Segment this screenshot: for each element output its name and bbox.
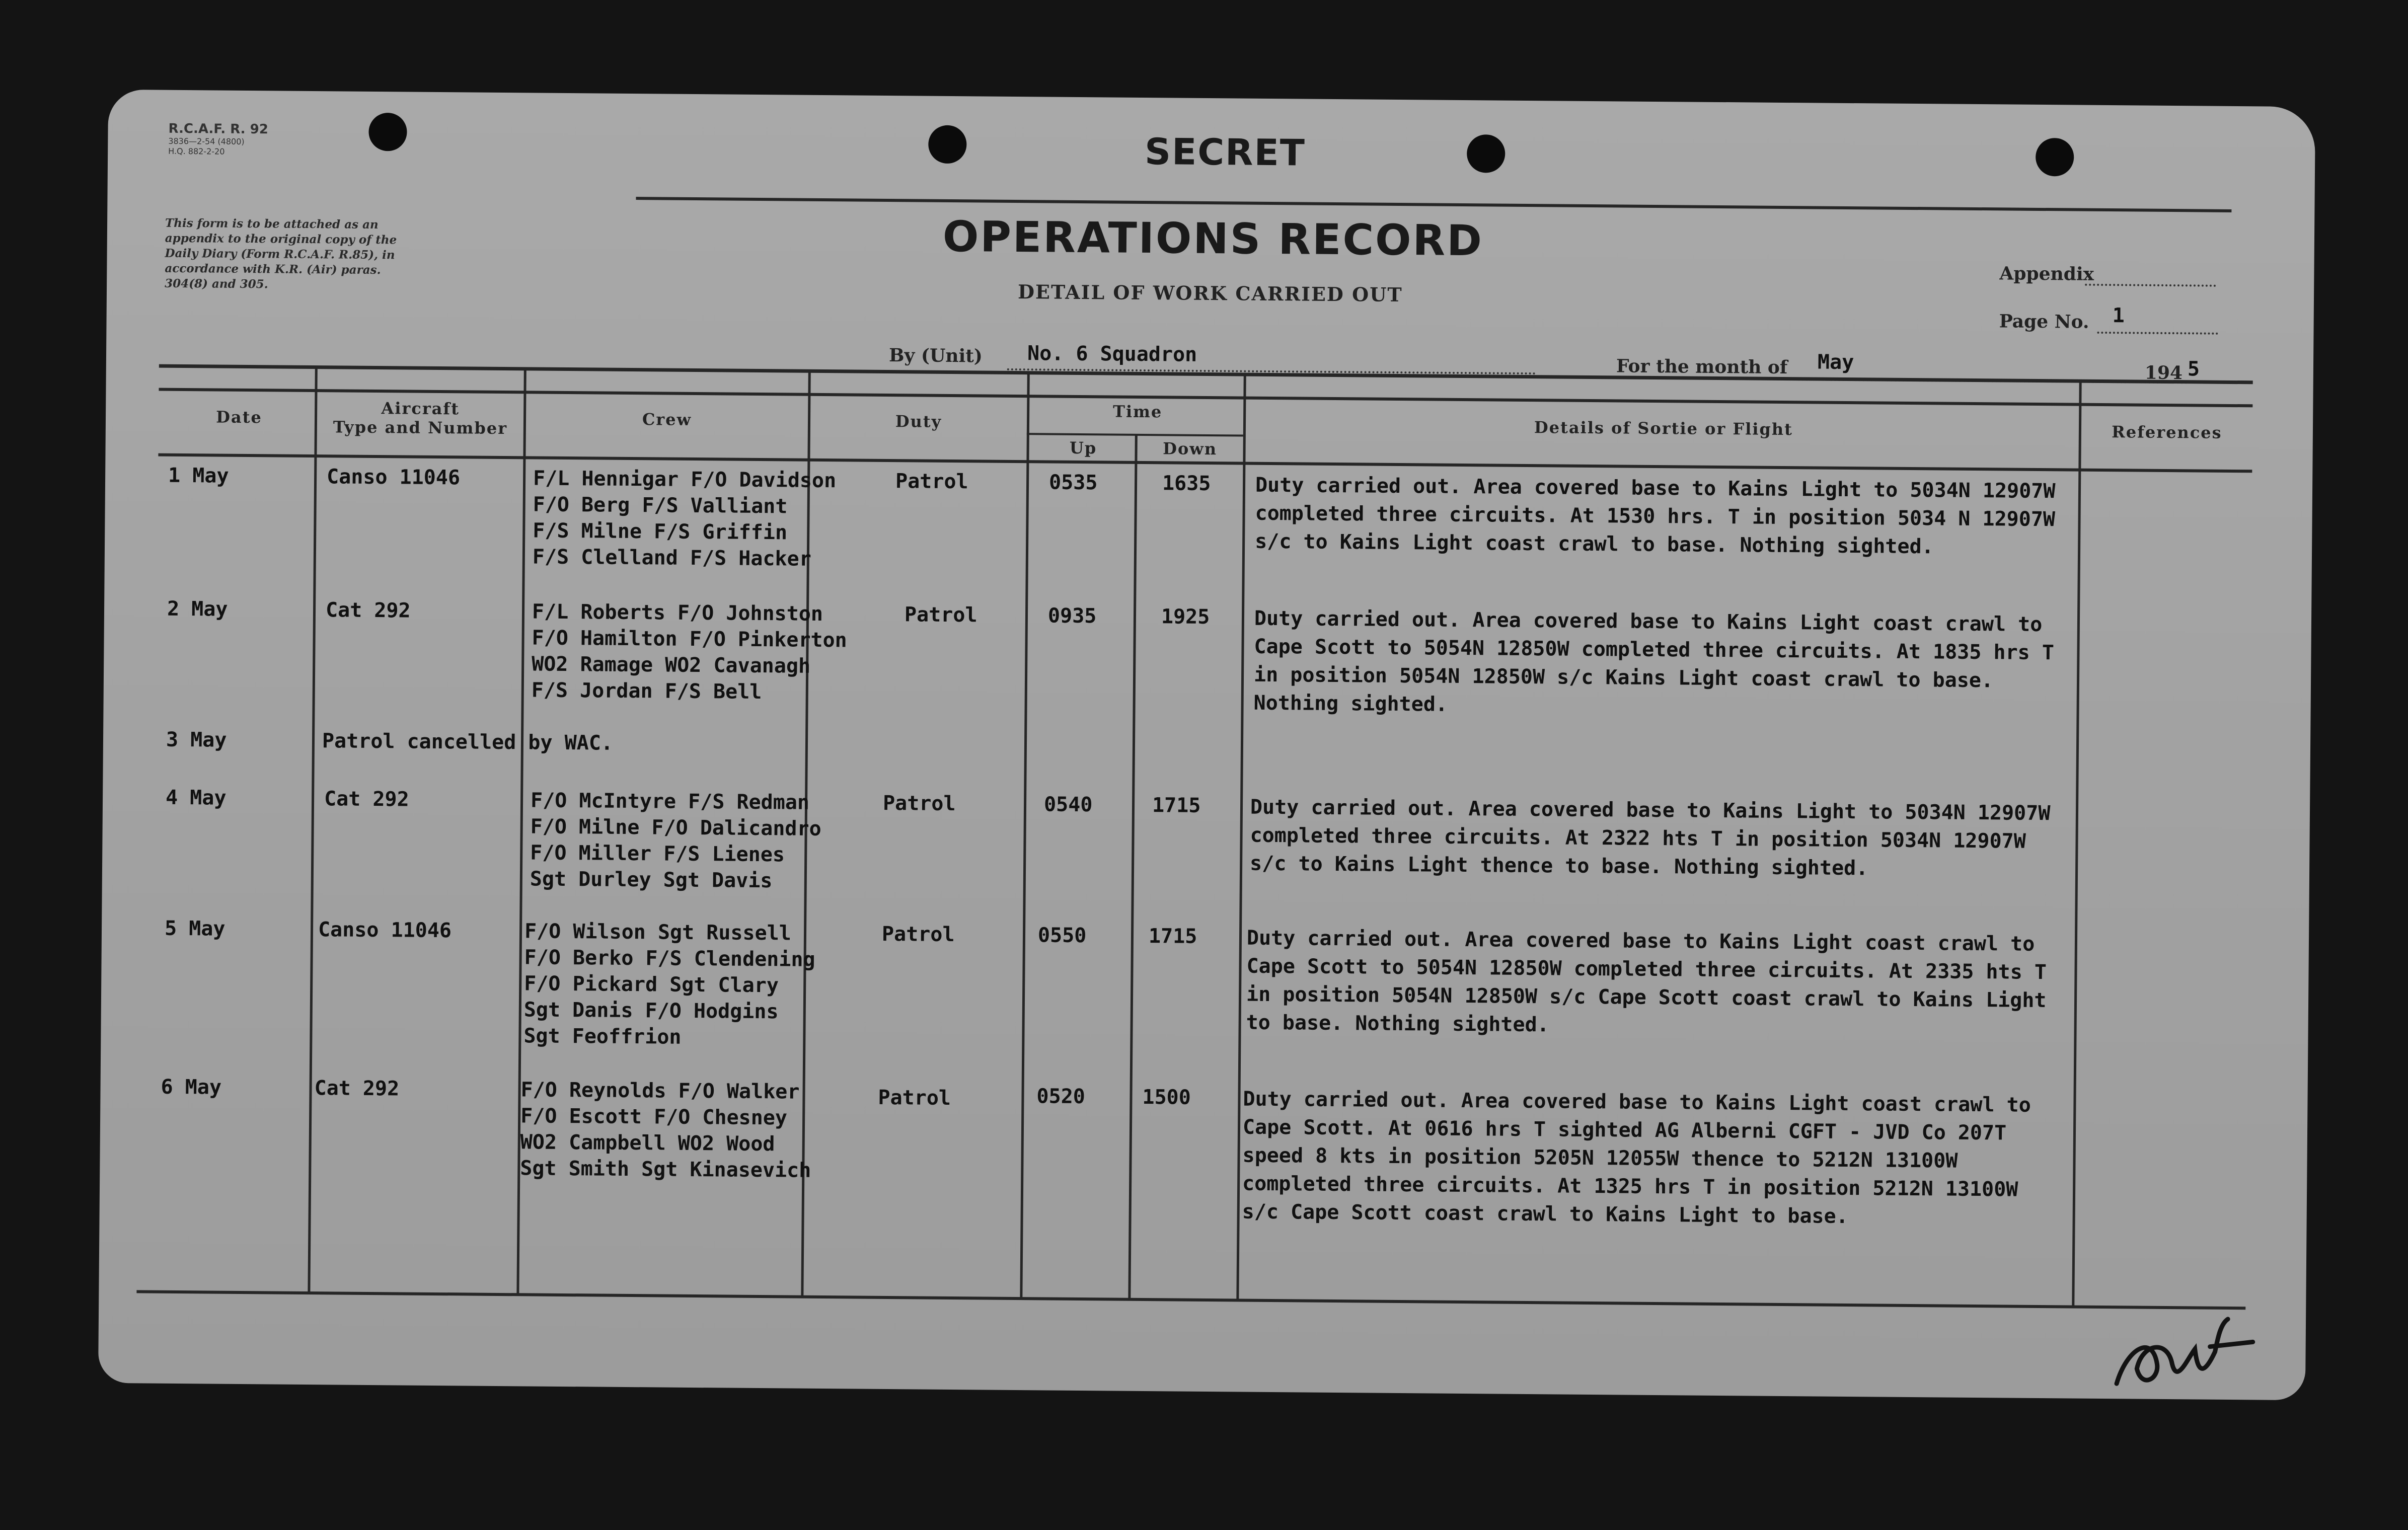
row4-details: Duty carried out. Area covered base to Kains Light to 5034N 12907W completed three circuits. At 2322 hts T in position 5034N 12907W s/c to Kains Light thence to base. Nothing sighted. xyxy=(1249,795,2051,880)
row2-aircraft: Cat 292 xyxy=(325,598,411,623)
punch-hole-3 xyxy=(1467,134,1506,173)
unit-label: By (Unit) xyxy=(888,345,983,367)
header-up: Up xyxy=(1069,438,1097,458)
row6-down: 1500 xyxy=(1142,1086,1191,1109)
crew-line: F/O Berg F/S Valliant xyxy=(533,493,788,518)
crew-line: F/O Hamilton F/O Pinkerton xyxy=(532,626,847,652)
row2-details: Duty carried out. Area covered base to Kains Light coast crawl to Cape Scott to 5054N 12850W completed three circuits. At 1835 hrs T in position 5054N 12850W s/c Kains Light coast crawl to base. Nothing sighted. xyxy=(1253,606,2055,716)
appendix-label: Appendix xyxy=(1999,263,2094,285)
punch-hole-4 xyxy=(2036,138,2074,177)
row5-duty: Patrol xyxy=(881,922,955,947)
crew-line: Sgt Durley Sgt Davis xyxy=(530,867,773,893)
row6-duty: Patrol xyxy=(878,1086,951,1110)
row4-down: 1715 xyxy=(1152,794,1201,817)
table-top-rule xyxy=(159,364,2253,385)
header-details: Details of Sortie or Flight xyxy=(1534,418,1793,439)
form-code-line2: 3836—2-54 (4800) xyxy=(168,136,245,146)
header-aircraft-line1: Aircraft xyxy=(381,399,460,419)
punch-hole-2 xyxy=(928,125,967,164)
header-aircraft xyxy=(320,398,521,438)
year-prefix: 194 xyxy=(2144,362,2183,384)
row1-aircraft: Canso 11046 xyxy=(326,465,461,490)
row3-note: Patrol cancelled by WAC. xyxy=(322,729,614,755)
punch-hole-1 xyxy=(368,113,407,151)
row5-details: Duty carried out. Area covered base to Kains Light coast crawl to Cape Scott to 5054N 12850W completed three circuits. At 2335 hts T in position 5054N 12850W s/c Cape Scott coast crawl to Kains Light to base. Nothing sighted. xyxy=(1246,926,2047,1037)
row1-up: 0535 xyxy=(1048,471,1098,495)
row5-up: 0550 xyxy=(1037,924,1087,948)
appendix-line xyxy=(2085,284,2216,287)
row6-up: 0520 xyxy=(1036,1085,1086,1109)
row6-details: Duty carried out. Area covered base to Kains Light coast crawl to Cape Scott. At 0616 hrs T sighted AG Alberni CGFT - JVD Co 207T speed 8 kts in position 5205N 12055W thence to 5212N 13100W completed three circuits. At 1325 hrs T in position 5212N 13100W s/c Cape Scott coast crawl to Kains Light to base. xyxy=(1242,1087,2031,1229)
row5-aircraft: Canso 11046 xyxy=(318,918,452,943)
crew-line: F/O Pickard Sgt Clary xyxy=(524,972,779,998)
header-duty: Duty xyxy=(895,412,942,431)
crew-line: F/O McIntyre F/S Redman xyxy=(530,789,810,814)
row4-date: 4 May xyxy=(165,786,227,810)
crew-line: Sgt Smith Sgt Kinasevich xyxy=(520,1157,811,1182)
page-no-label: Page No. xyxy=(1999,311,2089,333)
row5-crew xyxy=(523,918,815,1051)
form-code-line1: R.C.A.F. R. 92 xyxy=(168,121,268,137)
col-divider-date xyxy=(308,367,317,1292)
crew-line: F/O Berko F/S Clendening xyxy=(524,946,815,971)
crew-line: F/O Reynolds F/O Walker xyxy=(520,1078,800,1104)
row5-down: 1715 xyxy=(1148,925,1197,948)
unit-value: No. 6 Squadron xyxy=(1027,342,1197,366)
crew-line: Sgt Feoffrion xyxy=(523,1024,682,1049)
header-down: Down xyxy=(1163,439,1218,459)
crew-line: Sgt Danis F/O Hodgins xyxy=(523,998,779,1024)
header-rule xyxy=(636,197,2231,212)
header-crew: Crew xyxy=(642,410,692,429)
row6-crew xyxy=(520,1077,812,1184)
page-no-value: 1 xyxy=(2112,304,2125,328)
row1-down: 1635 xyxy=(1162,472,1211,496)
row2-date: 2 May xyxy=(167,597,228,621)
row2-down: 1925 xyxy=(1161,605,1210,629)
row4-up: 0540 xyxy=(1043,793,1093,817)
row2-crew xyxy=(532,598,848,706)
crew-line: F/L Roberts F/O Johnston xyxy=(532,600,823,626)
attach-note: This form is to be attached as an appendix to the original copy of the Daily Diary (Form R.C.A.F. R.85), in accordance with K.R. (Air) paras. 304(8) and 305. xyxy=(165,216,397,291)
page-title: OPERATIONS RECORD xyxy=(942,211,1484,266)
crew-line: F/L Hennigar F/O Davidson xyxy=(533,467,837,493)
col-divider-details xyxy=(2072,381,2081,1306)
row1-crew xyxy=(533,465,837,572)
classification-stamp: SECRET xyxy=(1144,130,1306,174)
month-label: For the month of xyxy=(1616,355,1788,378)
row1-duty: Patrol xyxy=(895,470,968,494)
crew-line: F/S Clelland F/S Hacker xyxy=(532,545,811,571)
row1-date: 1 May xyxy=(168,464,229,488)
operations-record-card xyxy=(98,90,2315,1400)
crew-line: WO2 Ramage WO2 Cavanagh xyxy=(532,652,811,678)
form-code-line3: H.Q. 882-2-20 xyxy=(168,146,225,157)
col-divider-up xyxy=(1128,435,1137,1298)
col-divider-duty xyxy=(1020,372,1029,1297)
crew-line: F/S Jordan F/S Bell xyxy=(531,678,762,704)
row5-date: 5 May xyxy=(164,916,225,941)
header-references: References xyxy=(2112,422,2222,442)
header-time: Time xyxy=(1112,402,1163,422)
crew-line: F/O Milne F/O Dalicandro xyxy=(530,815,821,840)
row1-details: Duty carried out. Area covered base to Kains Light to 5034N 12907W completed three circuits. At 1530 hrs. T in position 5034 N 12907W s/c to Kains Light coast crawl to base. Nothing sighted. xyxy=(1254,473,2056,559)
initials-signature xyxy=(2106,1303,2258,1400)
crew-line: F/O Wilson Sgt Russell xyxy=(524,920,792,945)
header-aircraft-line2: Type and Number xyxy=(333,417,508,438)
row4-duty: Patrol xyxy=(882,791,956,816)
form-code xyxy=(168,121,268,158)
row2-duty: Patrol xyxy=(904,603,977,627)
crew-line: F/S Milne F/S Griffin xyxy=(533,519,788,545)
row2-up: 0935 xyxy=(1047,604,1097,628)
row4-crew xyxy=(530,787,822,894)
header-date: Date xyxy=(216,407,263,427)
row6-aircraft: Cat 292 xyxy=(314,1077,400,1101)
page-subtitle: DETAIL OF WORK CARRIED OUT xyxy=(1017,280,1403,307)
row4-aircraft: Cat 292 xyxy=(324,787,409,811)
crew-line: WO2 Campbell WO2 Wood xyxy=(520,1130,775,1156)
year-suffix: 5 xyxy=(2187,357,2200,381)
table-bottom-rule xyxy=(136,1290,2245,1310)
crew-line: F/O Escott F/O Chesney xyxy=(520,1104,788,1130)
row3-date: 3 May xyxy=(166,728,227,752)
crew-line: F/O Miller F/S Lienes xyxy=(530,841,785,867)
month-value: May xyxy=(1817,350,1854,374)
row6-date: 6 May xyxy=(161,1075,222,1099)
page-no-line xyxy=(2097,332,2218,335)
